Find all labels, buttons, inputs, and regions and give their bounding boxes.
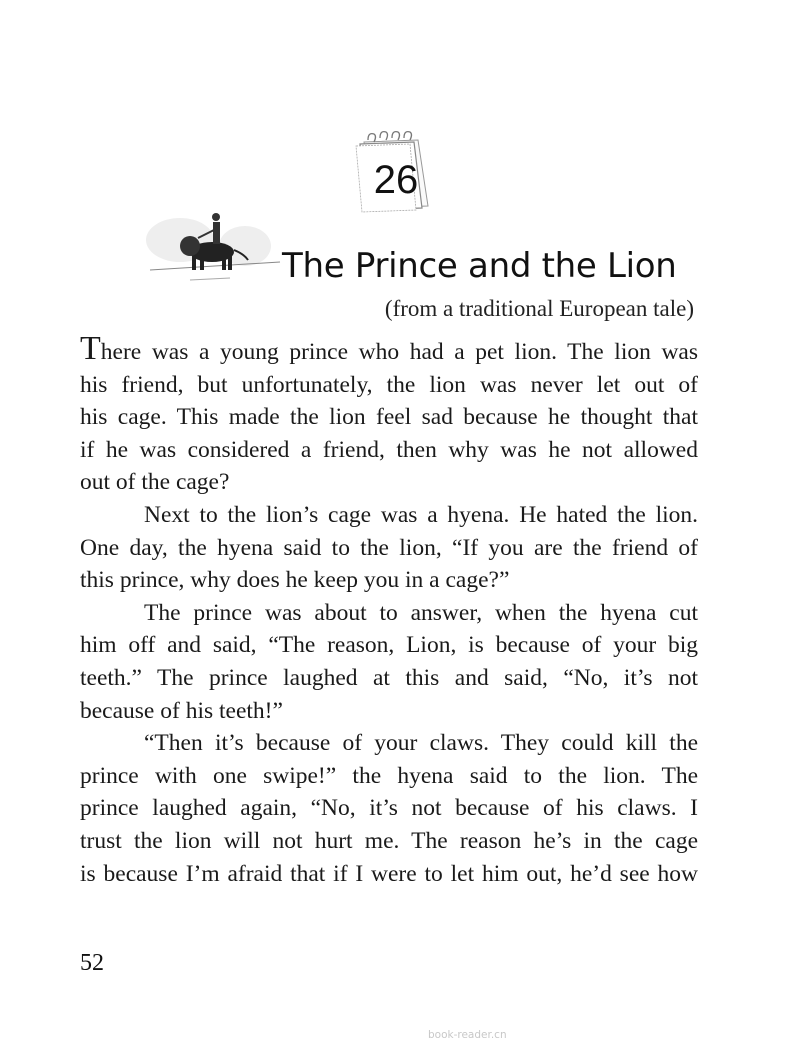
text-line: this prince, why does he keep you in a cage?” <box>80 567 510 594</box>
text-line: One day, the hyena said to the lion, “If you are the friend of <box>80 534 698 561</box>
text-line: him off and said, “The reason, Lion, is because of your big <box>80 632 698 659</box>
prince-riding-lion-illustration <box>140 200 290 286</box>
text-line: because of his teeth!” <box>80 697 283 724</box>
text-line: here was a young prince who had a pet lion. The lion was <box>100 339 698 365</box>
watermark: book-reader.cn <box>428 1029 507 1041</box>
text-line: trust the lion will not hurt me. The reason he’s in the cage <box>80 827 698 854</box>
subtitle: (from a traditional European tale) <box>384 296 694 321</box>
drop-cap: T <box>80 330 101 367</box>
text-line: if he was considered a friend, then why was he not allowed <box>80 436 698 463</box>
text-line: The prince was about to answer, when the hyena cut <box>144 599 698 626</box>
text-line: out of the cage? <box>80 469 230 496</box>
text-line: prince with one swipe!” the hyena said to the lion. The <box>80 762 698 789</box>
story-text <box>80 330 698 890</box>
text-line: prince laughed again, “No, it’s not because of his claws. I <box>80 795 698 822</box>
text-line: his cage. This made the lion feel sad because he thought that <box>80 404 698 431</box>
chapter-number: 26 <box>373 158 419 202</box>
text-line: his friend, but unfortunately, the lion was never let out of <box>80 371 698 398</box>
page-title: The Prince and the Lion <box>282 246 677 286</box>
text-line: Next to the lion’s cage was a hyena. He hated the lion. <box>144 501 698 528</box>
text-line: “Then it’s because of your claws. They could kill the <box>144 730 698 757</box>
text-line: is because I’m afraid that if I were to let him out, he’d see how <box>80 860 698 887</box>
calendar-icon <box>352 128 436 214</box>
text-line: teeth.” The prince laughed at this and said, “No, it’s not <box>80 664 698 691</box>
page-number: 52 <box>80 950 104 976</box>
